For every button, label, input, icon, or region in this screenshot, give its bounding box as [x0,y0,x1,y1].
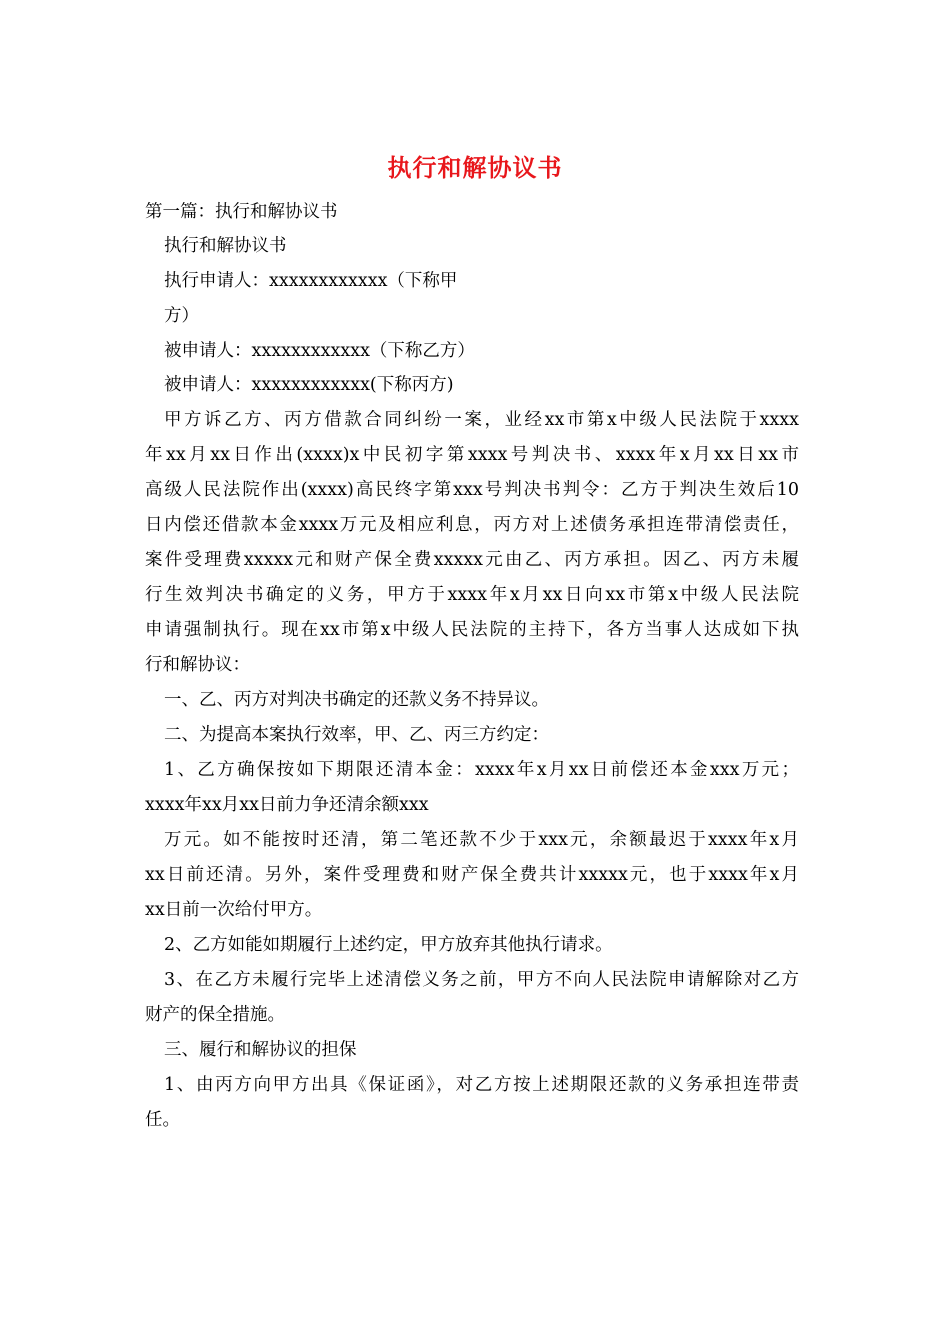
clause-one: 一、乙、丙方对判决书确定的还款义务不持异议。 [164,690,549,710]
applicant-line: 执行申请人：xxxxxxxxxxxx（下称甲 [164,271,458,291]
body-paragraph-line: 申请强制执行。现在xx市第x中级人民法院的主持下，各方当事人达成如下执 [145,620,799,640]
section-heading: 第一篇：执行和解协议书 [145,202,338,222]
body-paragraph-line: 年xx月xx日作出(xxxx)x中民初字第xxxx号判决书、xxxx年x月xx日xx市 [145,445,799,465]
clause-two-item-3-line: 财产的保全措施。 [145,1005,285,1025]
clause-two-item-1-line: xx日前还清。另外，案件受理费和财产保全费共计xxxxx元，也于xxxx年x月 [145,865,799,885]
respondent-c-line: 被申请人：xxxxxxxxxxxx(下称丙方) [164,375,454,395]
applicant-line-cont: 方） [164,306,199,326]
body-paragraph-line: 行和解协议： [145,655,250,675]
body-paragraph-line: 案件受理费xxxxx元和财产保全费xxxxx元由乙、丙方承担。因乙、丙方未履 [145,550,799,570]
clause-two-item-1-line: xxxx年xx月xx日前力争还清余额xxx [145,795,429,815]
respondent-b-line: 被申请人：xxxxxxxxxxxx（下称乙方） [164,341,475,361]
clause-three-item-1-line: 任。 [145,1110,180,1130]
body-paragraph-line: 甲方诉乙方、丙方借款合同纠纷一案，业经xx市第x中级人民法院于xxxx [164,410,799,430]
clause-two: 二、为提高本案执行效率，甲、乙、丙三方约定： [164,725,549,745]
clause-two-item-3: 3、在乙方未履行完毕上述清偿义务之前，甲方不向人民法院申请解除对乙方 [164,970,799,990]
body-paragraph-line: 日内偿还借款本金xxxx万元及相应利息，丙方对上述债务承担连带清偿责任， [145,515,799,535]
clause-two-item-1-line: xx日前一次给付甲方。 [145,900,323,920]
clause-three-item-1: 1、由丙方向甲方出具《保证函》，对乙方按上述期限还款的义务承担连带责 [164,1075,799,1095]
clause-three: 三、履行和解协议的担保 [164,1040,357,1060]
clause-two-item-2: 2、乙方如能如期履行上述约定，甲方放弃其他执行请求。 [164,935,613,955]
clause-two-item-1-line: 万元。如不能按时还清，第二笔还款不少于xxx元，余额最迟于xxxx年x月 [164,830,799,850]
body-paragraph-line: 行生效判决书确定的义务，甲方于xxxx年x月xx日向xx市第x中级人民法院 [145,585,799,605]
clause-two-item-1: 1、乙方确保按如下期限还清本金：xxxx年x月xx日前偿还本金xxx万元； [164,760,799,780]
subheading: 执行和解协议书 [164,236,287,256]
body-paragraph-line: 高级人民法院作出(xxxx)高民终字第xxx号判决书判令：乙方于判决生效后10 [145,480,799,500]
document-title: 执行和解协议书 [387,153,563,182]
